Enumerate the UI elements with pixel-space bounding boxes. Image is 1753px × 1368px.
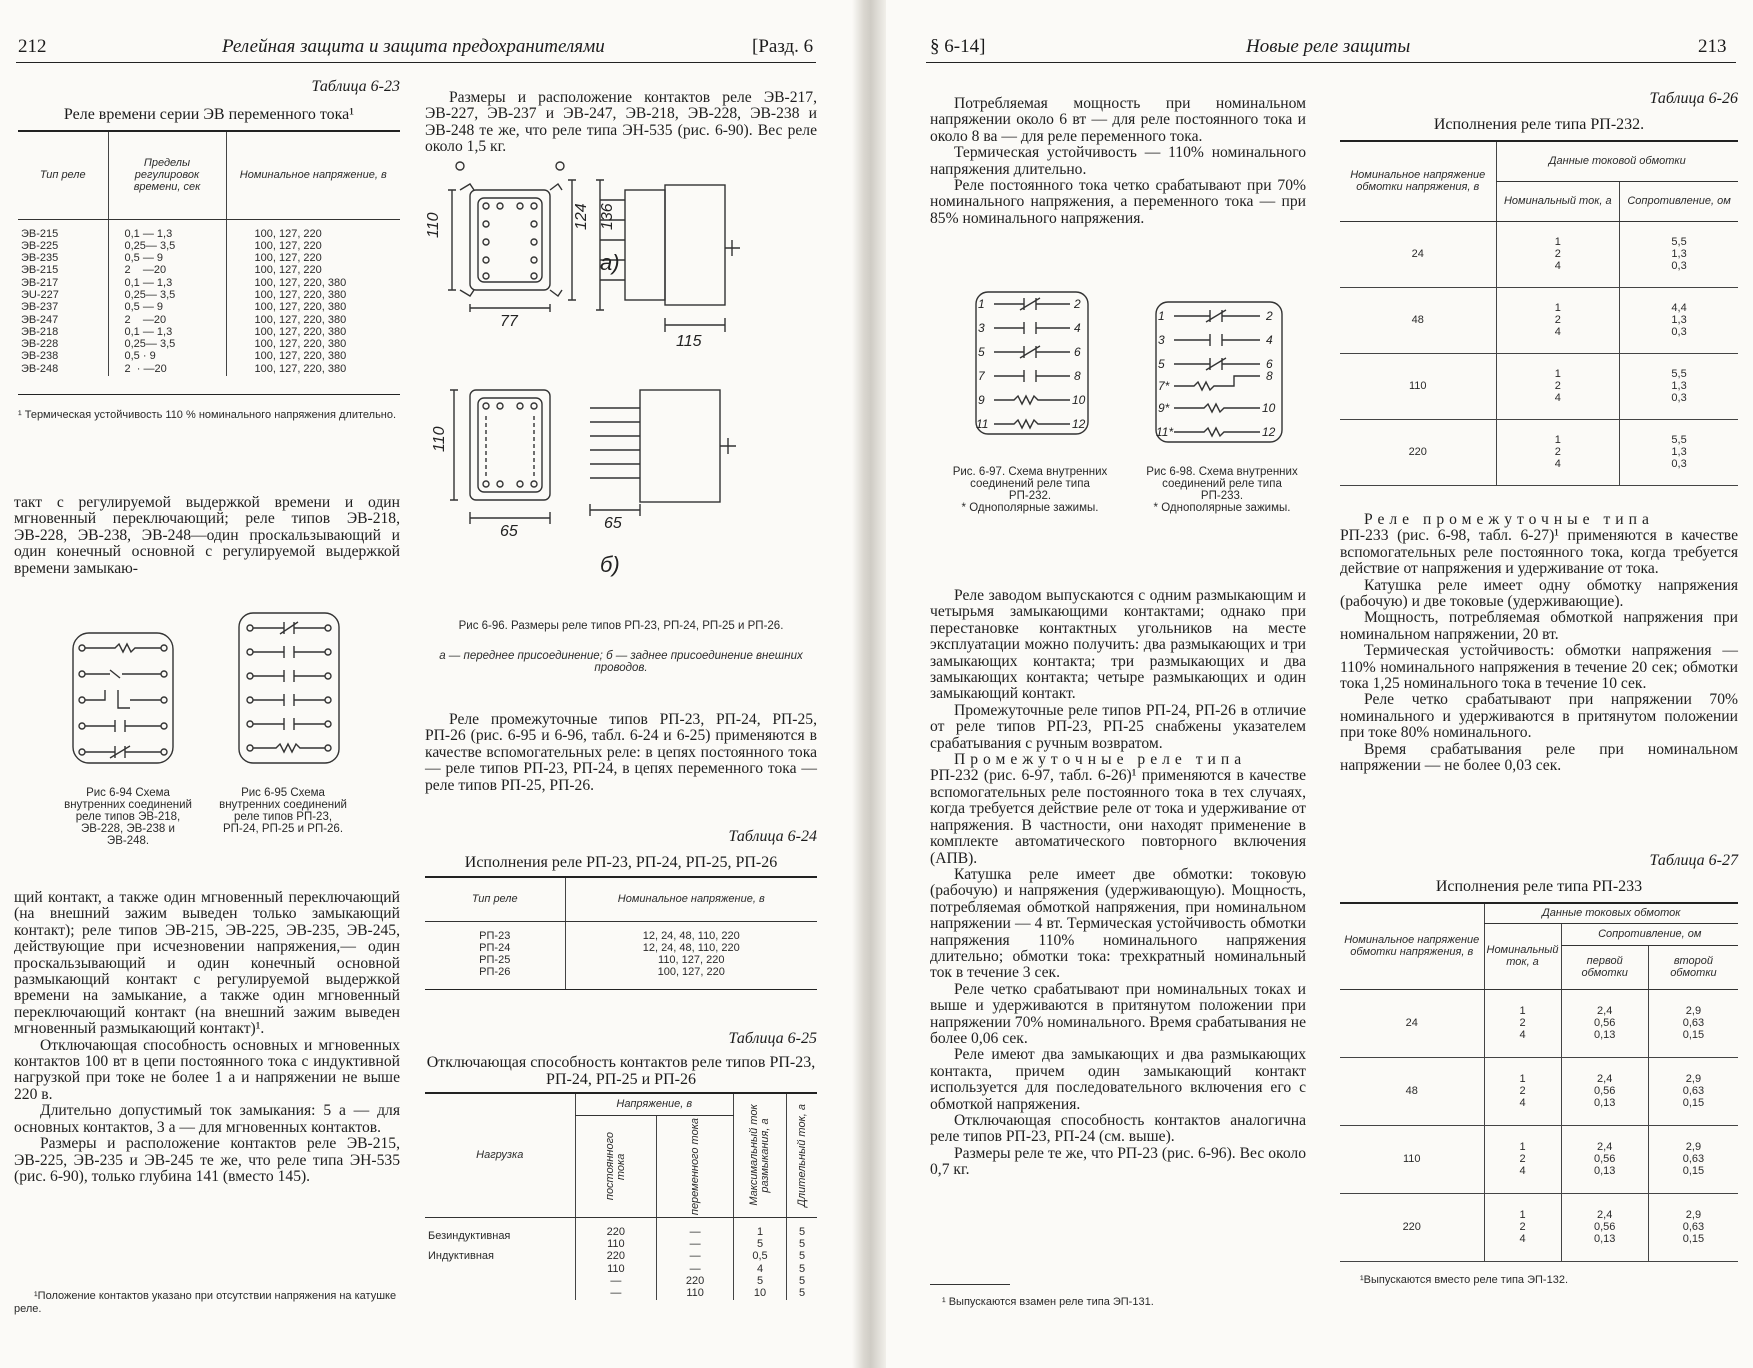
cell-voltage: 220	[1402, 1220, 1421, 1233]
cell-r1: 2,4 0,56 0,13	[1561, 1193, 1648, 1261]
paragraph: Потребляемая мощность при номинальном напряжении около 6 вт — для реле постоянного тока и около 8 ва — для реле переменного тока.	[930, 95, 1306, 145]
section-ref-left: [Разд. 6	[752, 36, 814, 57]
figure-6-98-schematic	[1154, 300, 1286, 448]
dimension-label: 77	[500, 313, 518, 330]
svg-text:6: 6	[1266, 357, 1273, 371]
figure-6-97-schematic	[974, 290, 1094, 440]
svg-text:9: 9	[978, 393, 985, 407]
paragraph: Размеры и расположение контактов реле ЭВ-217, ЭВ-227, ЭВ-237 и ЭВ-247, ЭВ-218, ЭВ-228, ЭВ-238 и ЭВ-248 те же, что реле типа ЭН-535 (рис. 6-90). Вес реле около 1,5 кг.	[425, 89, 817, 156]
col-header: Тип реле	[425, 877, 565, 921]
figure-caption: Рис 6-95 Схема внутренних соединений реле типов РП-23, РП-24, РП-25 и РП-26.	[219, 787, 347, 835]
col-header: Пределы регулировок времени, сек	[108, 131, 226, 219]
cell-r2: 2,9 0,63 0,15	[1648, 1057, 1738, 1125]
paragraph: Реле промежуточные типов РП-23, РП-24, РП-25, РП-26 (рис. 6-95 и 6-96, табл. 6-24 и 6-25) применяются в качестве вспомогательных реле: в цепях постоянного тока — реле типов РП-23, РП-24, в цепях переменного тока — реле типов РП-25, РП-26.	[425, 711, 817, 794]
cell-voltage: 48	[1411, 313, 1424, 326]
paragraph: Реле четко срабатывают при напряжении 70% номинального и удерживаются в притянутом положении при токе 80% номинального.	[1340, 691, 1738, 742]
cell-current: 1 2 4	[1484, 989, 1561, 1057]
cell-types: ЭВ-215 ЭВ-225 ЭВ-235 ЭВ-215 ЭВ-217 ЭU-227 ЭВ-237 ЭВ-247 ЭВ-218 ЭВ-228 ЭВ-238 ЭВ-248	[21, 227, 59, 375]
paragraph: Реле постоянного тока четко срабатывают при 70% номинального напряжения, а переменного тока — при 85% номинального напряжения.	[930, 177, 1306, 227]
footnote: ¹Положение контактов указано при отсутствии напряжения на катушке реле.	[14, 1290, 397, 1315]
table-caption: Таблица 6-24	[728, 828, 817, 845]
col-header: Данные токовой обмотки	[1496, 141, 1738, 181]
cell-ranges: 0,1 — 1,3 0,25— 3,5 0,5 — 9 2 —20 0,1 — 1,3 0,25— 3,5 0,5 — 9 2 —20 0,1 — 1,3 0,25— 3,5 0,5 · 9 2 · —20	[108, 219, 226, 376]
cell-r2: 2,9 0,63 0,15	[1648, 1125, 1738, 1193]
col-header: Номинальное напряжение обмотки напряжения, в	[1340, 141, 1496, 221]
paragraph-heading: Реле промежуточные типа	[1364, 511, 1654, 528]
figure-6-95-schematic	[236, 610, 346, 770]
figure-6-96-drawing	[425, 160, 810, 580]
table-title: Исполнения реле РП-23, РП-24, РП-25, РП-26	[464, 854, 778, 871]
table-6-25	[425, 1030, 817, 1300]
paragraph: Термическая устойчивость: обмотки напряжения — 110% номинального напряжения в течение 20 сек; обмотки тока 1,25 номинального тока в течение 10 сек.	[1340, 642, 1738, 693]
cell-voltage: 110	[1402, 1152, 1421, 1165]
col-header: постоянного тока	[603, 1132, 627, 1201]
svg-text:12: 12	[1072, 417, 1086, 431]
cell-ilong: 5 5 5 5 5 5	[787, 1217, 817, 1300]
col-header: Напряжение, в	[575, 1093, 734, 1115]
dimension-label: 65	[500, 523, 518, 540]
figure-caption: Рис 6-96. Размеры реле типов РП-23, РП-24, РП-25 и РП-26.	[458, 620, 784, 632]
paragraph-heading: Промежуточные реле типа	[954, 751, 1247, 769]
svg-text:10: 10	[1262, 401, 1276, 415]
paragraph: Реле имеют два замыкающих и два размыкающих контакта, причем один замыкающий контакт используется для последовательного включения его с обмоткой напряжения.	[930, 1046, 1306, 1113]
cell-current: 1 2 4	[1496, 221, 1620, 287]
paragraph: Размеры и расположение контактов реле ЭВ-215, ЭВ-225, ЭВ-235 и ЭВ-245 те же, что реле типа ЭН-535 (рис. 6-90), только глубина 141 (вместо 145).	[14, 1135, 400, 1185]
caption-note: * Однополярные зажимы.	[961, 502, 1099, 514]
svg-text:11*: 11*	[1156, 425, 1174, 439]
svg-text:12: 12	[1262, 425, 1276, 439]
cell-voltages: 12, 24, 48, 110, 220 12, 24, 48, 110, 220 110, 127, 220 100, 127, 220	[565, 921, 817, 989]
subfigure-label: а)	[600, 250, 620, 275]
cell-r1: 2,4 0,56 0,13	[1561, 989, 1648, 1057]
svg-text:6: 6	[1074, 345, 1081, 359]
col-header: Длительный ток, а	[795, 1103, 808, 1207]
svg-text:8: 8	[1074, 369, 1081, 383]
right-intro	[930, 96, 1306, 227]
left-page	[0, 0, 852, 1368]
svg-text:7*: 7*	[1158, 379, 1170, 393]
cell-voltage: 48	[1405, 1084, 1418, 1097]
col-header: Нагрузка	[425, 1093, 575, 1217]
svg-text:7: 7	[978, 369, 985, 383]
cell-imax: 1 5 0,5 4 5 10	[734, 1217, 787, 1300]
cell-voltage: 220	[1408, 445, 1427, 458]
table-caption: Таблица 6-27	[1649, 852, 1738, 869]
figure-6-94-schematic	[70, 630, 180, 770]
table-caption: Таблица 6-25	[728, 1030, 817, 1047]
table-6-27-grid	[1340, 902, 1738, 1262]
paragraph: Реле заводом выпускаются с одним размыкающим и четырьмя замыкающими контактами; однако при перестановке контактных угольников на месте эксплуатации можно получить: два размыкающих и три замыкающих контакта; три размыкающих и два замыкающих контакта; четыре размыкающих и один замыкающий контакт.	[930, 587, 1306, 703]
right-page	[886, 0, 1753, 1368]
table-caption: Таблица 6-26	[1649, 90, 1738, 107]
svg-text:8: 8	[1266, 369, 1273, 383]
table-6-27	[1340, 852, 1738, 1286]
paragraph: Отключающая способность основных и мгновенных контактов 100 вт в цепи постоянного тока с индуктивной нагрузкой при токе не более 1 а и напряжении не выше 220 в.	[14, 1036, 400, 1103]
book-gutter	[852, 0, 886, 1368]
table-6-23	[18, 78, 400, 422]
cell-resistance: 5,5 1,3 0,3	[1620, 221, 1738, 287]
table-title: Исполнения реле типа РП-232.	[1433, 116, 1645, 133]
dimension-label: 65	[604, 515, 622, 532]
svg-text:10: 10	[1072, 393, 1086, 407]
dimension-label: 124	[573, 203, 590, 230]
paragraph: Мощность, потребляемая обмоткой напряжения при номинальном напряжении, 20 вт.	[1340, 609, 1738, 643]
col-header: Номинальное напряжение, в	[565, 877, 817, 921]
svg-text:2: 2	[1074, 297, 1081, 311]
table-title: Отключающая способность контактов реле типов РП-23, РП-24, РП-25 и РП-26	[426, 1054, 816, 1088]
cell-current: 1 2 4	[1496, 419, 1620, 485]
dimension-label: 110	[431, 426, 448, 452]
figure-caption	[1142, 466, 1302, 514]
svg-text:3: 3	[1158, 333, 1165, 347]
caption-text: Рис. 6-97. Схема внутренних соединений реле типа РП-232.	[952, 466, 1108, 502]
cell-r1: 2,4 0,56 0,13	[1561, 1057, 1648, 1125]
col-header: Номинальное напряжение, в	[226, 131, 400, 219]
cell-current: 1 2 4	[1496, 353, 1620, 419]
figure-note: а — переднее присоединение; б — заднее присоединение внешних проводов.	[439, 650, 803, 674]
col-header: Сопротивление, ом	[1561, 923, 1738, 945]
figure-caption	[948, 466, 1112, 514]
footnote: ¹ Выпускаются взамен реле типа ЭП-131.	[942, 1296, 1154, 1308]
footnote: ¹ Термическая устойчивость 110 % номинального напряжения длительно.	[18, 409, 397, 422]
cell-r1: 2,4 0,56 0,13	[1561, 1125, 1648, 1193]
paragraph: Длительно допустимый ток замыкания: 5 а — для основных контактов, 3 а — для мгновенных контактов.	[14, 1102, 400, 1136]
cell-current: 1 2 4	[1484, 1057, 1561, 1125]
svg-text:1: 1	[1158, 309, 1165, 323]
svg-text:11: 11	[976, 417, 989, 431]
cell-resistance: 5,5 1,3 0,3	[1620, 419, 1738, 485]
running-title-right: Новые реле защиты	[1246, 36, 1411, 57]
section-ref-right: § 6-14]	[930, 36, 986, 57]
col-header: переменного тока	[688, 1117, 701, 1215]
col-header: Номинальный ток, а	[1496, 181, 1620, 221]
dimension-label: 115	[676, 333, 702, 350]
cell-types: РП-23 РП-24 РП-25 РП-26	[479, 929, 511, 979]
cell-current: 1 2 4	[1484, 1125, 1561, 1193]
cell-r2: 2,9 0,63 0,15	[1648, 989, 1738, 1057]
paragraph: Реле четко срабатывают при номинальных токах и выше и удерживаются в притянутом положении при напряжении 70% номинального. Время срабатывания не более 0,06 сек.	[930, 980, 1306, 1047]
cell-voltage: 24	[1411, 247, 1424, 260]
table-title: Реле времени серии ЭВ переменного тока¹	[63, 106, 355, 123]
table-6-24-grid	[425, 876, 817, 989]
subfigure-label: б)	[600, 552, 620, 577]
svg-text:5: 5	[978, 345, 985, 359]
paragraph: щий контакт, а также один мгновенный переключающий (на внешний зажим выведен только замыкающий контакт); реле типов ЭВ-215, ЭВ-225, ЭВ-235, ЭВ-245, действующие при исчезновении напряжения,— один проскальзывающий и один конечный основной размыкающий контакт с регулируемой выдержкой времени на замыкание, а также один мгновенный переключающий контакт (на внешний зажим выведен мгновенный размыкающий контакт)¹.	[14, 889, 400, 1038]
svg-text:9*: 9*	[1158, 401, 1170, 415]
table-6-26	[1340, 90, 1738, 486]
paragraph: Катушка реле имеет две обмотки: токовую (рабочую) и напряжения (удерживающую). Мощность, потребляемая обмоткой напряжения, при номинальном напряжении — 4 вт. Термическая устойчивость обмотки напряжения 110% номинального напряжения длительно; обмотки тока: трехкратный номинальный ток в течение 3 сек.	[930, 865, 1306, 982]
cell-voltages: 100, 127, 220 100, 127, 220 100, 127, 220 100, 127, 220 100, 127, 220, 380 100, 127, 220, 380 100, 127, 220, 380 100, 127, 220, 380 100, 127, 220, 380 100, 127, 220, 380 100, 127, 220, 380 100, 127, 220, 380	[226, 219, 400, 376]
paragraph: РП-232 (рис. 6-97, табл. 6-26)¹ применяются в качестве вспомогательных реле постоянного тока в тех случаях, когда требуется действие реле от тока и удерживание от напряжения. В частности, они находят применение в комплекте автоматического повторного включения (АПВ).	[930, 767, 1306, 867]
paragraph: Отключающая способность контактов аналогична реле типов РП-23, РП-24 (см. выше).	[930, 1112, 1306, 1146]
cell-dc: 220 110 220 110 — —	[575, 1217, 657, 1300]
table-6-24	[425, 828, 817, 990]
caption-text: Рис 6-98. Схема внутренних соединений реле типа РП-233.	[1146, 466, 1298, 502]
table-6-23-grid	[18, 130, 400, 376]
cell-resistance: 5,5 1,3 0,3	[1620, 353, 1738, 419]
col-header: Максимальный ток размыкания, а	[748, 1104, 772, 1206]
svg-text:3: 3	[978, 321, 985, 335]
figure-caption: Рис 6-94 Схема внутренних соединений реле типов ЭВ-218, ЭВ-228, ЭВ-238 и ЭВ-248.	[64, 787, 192, 847]
cell-voltage: 110	[1408, 379, 1427, 392]
paragraph: Размеры реле те же, что РП-23 (рис. 6-96). Вес около 0,7 кг.	[930, 1144, 1306, 1179]
cell-r2: 2,9 0,63 0,15	[1648, 1193, 1738, 1261]
running-title-left: Релейная защита и защита предохранителями	[222, 36, 605, 57]
col-header: первой обмотки	[1561, 945, 1648, 989]
paragraph: такт с регулируемой выдержкой времени и один мгновенный переключающий; реле типов ЭВ-218, ЭВ-228, ЭВ-238, ЭВ-248—один проскальзывающий и один конечный основной с регулируемой выдержкой времени замыкаю-	[14, 494, 400, 577]
cell-current: 1 2 4	[1484, 1193, 1561, 1261]
svg-text:2: 2	[1266, 309, 1273, 323]
footnote: ¹Выпускаются вместо реле типа ЭП-132.	[1360, 1273, 1568, 1286]
left-column-text	[14, 890, 400, 1185]
page-number-left: 212	[18, 36, 47, 57]
paragraph: Термическая устойчивость — 110% номинального напряжения длительно.	[930, 144, 1306, 178]
right-main-text	[930, 588, 1306, 1179]
col-header: второй обмотки	[1648, 945, 1738, 989]
cell-ac: — — — — 220 110	[657, 1217, 734, 1300]
table-6-25-grid	[425, 1092, 817, 1300]
caption-note: * Однополярные зажимы.	[1153, 502, 1291, 514]
svg-text:4: 4	[1266, 333, 1273, 347]
page-number-right: 213	[1698, 36, 1727, 57]
paragraph: Промежуточные реле типов РП-24, РП-26 в отличие от реле типов РП-23, РП-25 снабжены указателем срабатывания с ручным возвратом.	[930, 701, 1306, 752]
col-header: Данные токовых обмоток	[1484, 903, 1738, 923]
cell-voltage: 24	[1405, 1016, 1418, 1029]
dimension-label: 136	[599, 203, 616, 230]
svg-text:4: 4	[1074, 321, 1081, 335]
header-rule-right	[926, 62, 1736, 63]
table-title: Исполнения реле типа РП-233	[1435, 878, 1643, 895]
col-header: Номинальное напряжение обмотки напряжения, в	[1340, 903, 1484, 989]
right-column-text	[1340, 512, 1738, 775]
cell-current: 1 2 4	[1496, 287, 1620, 353]
cell-resistance: 4,4 1,3 0,3	[1620, 287, 1738, 353]
dimension-label: 110	[425, 212, 442, 238]
svg-text:1: 1	[978, 297, 985, 311]
col-header: Сопротивление, ом	[1620, 181, 1738, 221]
paragraph: Катушка реле имеет одну обмотку напряжения (рабочую) и две токовые (удерживающие).	[1340, 576, 1738, 611]
table-caption: Таблица 6-23	[311, 78, 400, 95]
header-rule-left	[16, 62, 816, 63]
cell-loads: Безиндуктивная Индуктивная	[428, 1229, 511, 1262]
paragraph: РП-233 (рис. 6-98, табл. 6-27)¹ применяются в качестве вспомогательных реле постоянного тока, когда требуется действие от напряжения и удерживание от тока.	[1340, 527, 1738, 578]
col-header: Номинальный ток, а	[1484, 923, 1561, 989]
col-header: Тип реле	[18, 131, 108, 219]
table-6-26-grid	[1340, 140, 1738, 486]
paragraph: Время срабатывания реле при номинальном напряжении — не более 0,03 сек.	[1340, 740, 1738, 775]
svg-text:5: 5	[1158, 357, 1165, 371]
